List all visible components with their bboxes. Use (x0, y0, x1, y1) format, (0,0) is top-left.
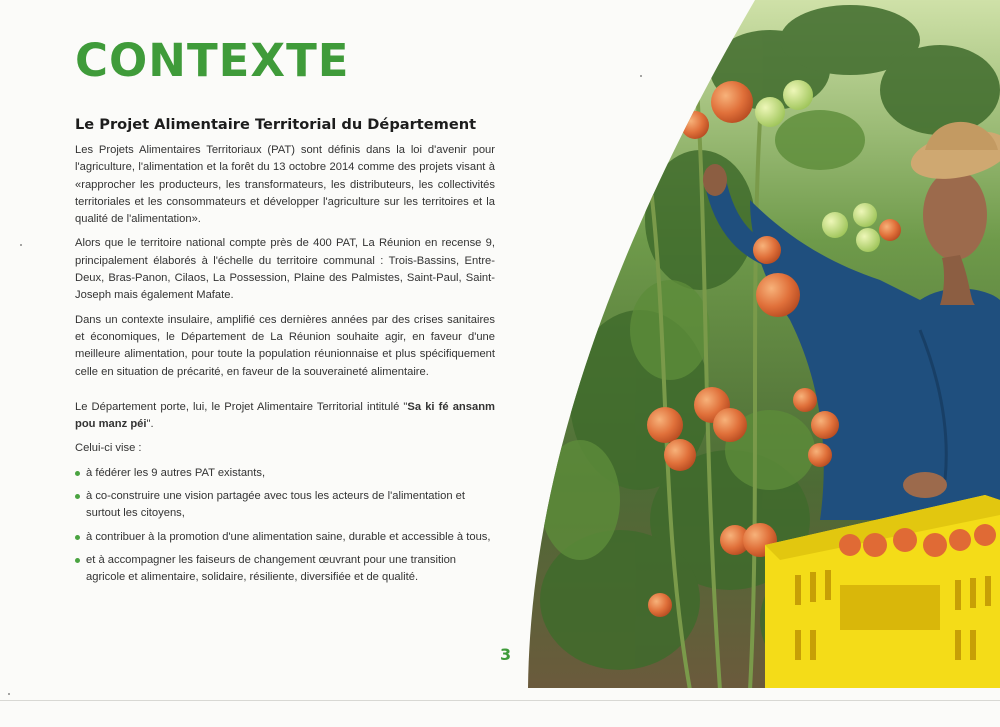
bottom-divider (0, 700, 1000, 701)
page-title: CONTEXTE (75, 34, 350, 87)
paragraph-department-project (75, 399, 495, 434)
scan-speck (640, 75, 642, 77)
aim-text: à co-construire une vision partagée avec tous les acteurs de l'alimentation et surtout les citoyens, (86, 490, 465, 520)
body-text (75, 142, 495, 593)
paragraph-pat-definition: Les Projets Alimentaires Territoriaux (PAT) sont définis dans la loi d'avenir pour l'agriculture, l'alimentation et la forêt du 13 octobre 2014 comme des projets visant à «rapprocher les producteurs, les transformateurs, les distributeurs, les collectivités territoriales et les consommateurs et développer l'agriculture sur les territoires et la qualité de l'alimentation». (75, 144, 495, 226)
aim-text: à contribuer à la promotion d'une alimentation saine, durable et accessible à tous, (86, 530, 491, 543)
bullet-icon (75, 471, 80, 476)
list-item (75, 488, 495, 523)
tomato-harvest-photo (520, 0, 1000, 690)
bullet-icon (75, 494, 80, 499)
paragraph-pat-reunion: Alors que le territoire national compte près de 400 PAT, La Réunion en recense 9, principalement élaborés à l'échelle du territoire communal : Trois-Bassins, Entre-Deux, Bras-Panon, Cilaos, La Possession, Plaine des Palmistes, Saint-Paul, Saint-Joseph mais également Mafate. (75, 237, 495, 302)
project-name: Sa ki fé ansanm pou manz péi (75, 400, 495, 431)
list-item (75, 552, 495, 587)
scan-speck (20, 244, 22, 246)
paragraph-context: Dans un contexte insulaire, amplifié ces dernières années par des crises sanitaires et économiques, le Département de La Réunion souhaite agir, en faveur d'une meilleure alimentation, pour toute la population réunionnaise et plus spécifiquement celle en situation de précarité, en faveur de la souveraineté alimentaire. (75, 313, 495, 378)
scan-speck (8, 693, 10, 695)
list-item (75, 529, 495, 546)
aims-list (75, 465, 495, 587)
bullet-icon (75, 558, 80, 563)
section-subtitle: Le Projet Alimentaire Territorial du Département (75, 116, 477, 133)
department-outro: ". (146, 418, 154, 431)
department-intro: Le Département porte, lui, le Projet Alimentaire Territorial intitulé " (75, 400, 408, 413)
page-number: 3 (500, 645, 512, 664)
bullet-icon (75, 535, 80, 540)
aim-text: à fédérer les 9 autres PAT existants, (86, 466, 266, 479)
list-item (75, 465, 495, 482)
aim-text: et à accompagner les faiseurs de changement œuvrant pour une transition agricole et alimentaire, solidaire, résiliente, diversifiée et de qualité. (86, 553, 457, 584)
aims-intro: Celui-ci vise : (75, 442, 142, 455)
